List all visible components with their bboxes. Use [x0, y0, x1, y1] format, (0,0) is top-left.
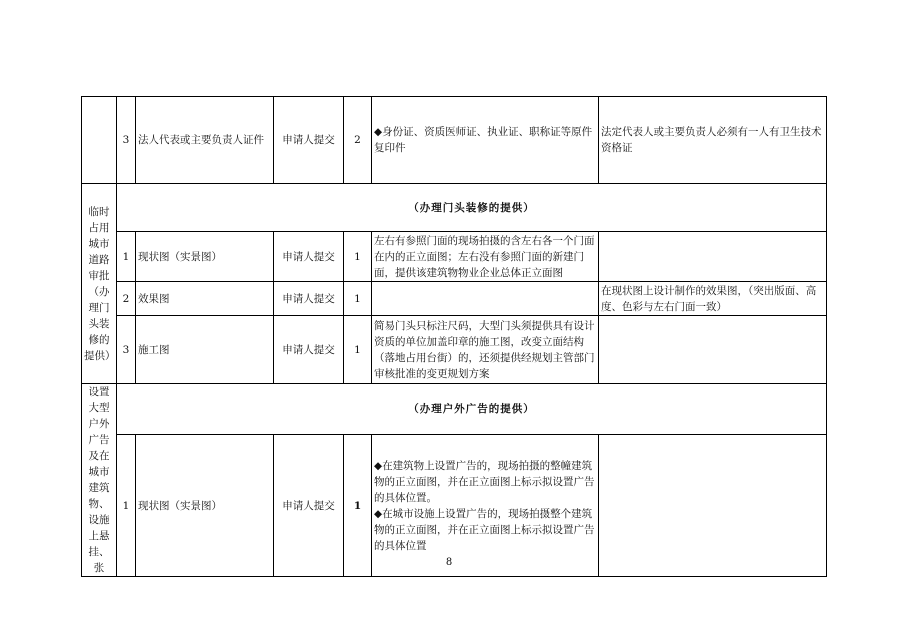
- requirement-paragraph: ◆在建筑物上设置广告的，现场拍摄的整幢建筑物的正立面图，并在正立面图上标示拟设置广告的具体位置。: [374, 459, 595, 504]
- material-source: 申请人提交: [274, 232, 344, 282]
- material-source: 申请人提交: [274, 435, 344, 577]
- material-source: 申请人提交: [274, 282, 344, 316]
- material-source: 申请人提交: [274, 97, 344, 184]
- section-heading: （办理户外广告的提供）: [117, 384, 827, 435]
- category-cell: 临时占用城市道路审批（办理门头装修的提供）: [82, 184, 117, 384]
- table-row: [82, 97, 827, 184]
- material-name: 现状图（实景图）: [136, 232, 274, 282]
- material-name: 现状图（实景图）: [136, 435, 274, 577]
- material-requirement: 左右有参照门面的现场拍摄的含左右各一个门面在内的正立面图；左右没有参照门面的新建门面，提供该建筑物物业企业总体正立面图: [372, 232, 599, 282]
- item-number: 2: [117, 282, 136, 316]
- material-notes: [599, 316, 827, 384]
- material-requirement: ◆身份证、资质医师证、执业证、职称证等原件复印件: [372, 97, 599, 184]
- item-number: 1: [117, 435, 136, 577]
- material-name: 施工图: [136, 316, 274, 384]
- material-requirement: [372, 435, 599, 577]
- material-name: 效果图: [136, 282, 274, 316]
- category-cell: 设置大型户外广告及在城市建筑物、设施上悬挂、张: [82, 384, 117, 577]
- section-heading-row: [82, 184, 827, 232]
- material-notes: [599, 435, 827, 577]
- table-row: [82, 232, 827, 282]
- copy-count: 1: [344, 435, 372, 577]
- copy-count: 1: [344, 232, 372, 282]
- requirements-table: [81, 96, 827, 577]
- table-row: [82, 316, 827, 384]
- table-row: [82, 282, 827, 316]
- item-number: 1: [117, 232, 136, 282]
- item-number: 3: [117, 316, 136, 384]
- section-heading: （办理门头装修的提供）: [117, 184, 827, 232]
- category-cell: [82, 97, 117, 184]
- copy-count: 1: [344, 282, 372, 316]
- material-name: 法人代表或主要负责人证件: [136, 97, 274, 184]
- requirement-paragraph: ◆在城市设施上设置广告的，现场拍摄整个建筑物的正立面图，并在正立面图上标示拟设置广告的具体位置: [374, 507, 595, 552]
- material-source: 申请人提交: [274, 316, 344, 384]
- material-requirement: 简易门头只标注尺码，大型门头须提供具有设计资质的单位加盖印章的施工图，改变立面结构（落地占用台街）的，还须提供经规划主管部门审核批准的变更规划方案: [372, 316, 599, 384]
- copy-count: 2: [344, 97, 372, 184]
- material-notes: 在现状图上设计制作的效果图，（突出版面、高度、色彩与左右门面一致）: [599, 282, 827, 316]
- item-number: 3: [117, 97, 136, 184]
- table-row: [82, 435, 827, 577]
- material-requirement: [372, 282, 599, 316]
- copy-count: 1: [344, 316, 372, 384]
- material-notes: [599, 232, 827, 282]
- page-number: 8: [445, 557, 453, 568]
- material-notes: 法定代表人或主要负责人必须有一人有卫生技术资格证: [599, 97, 827, 184]
- section-heading-row: [82, 384, 827, 435]
